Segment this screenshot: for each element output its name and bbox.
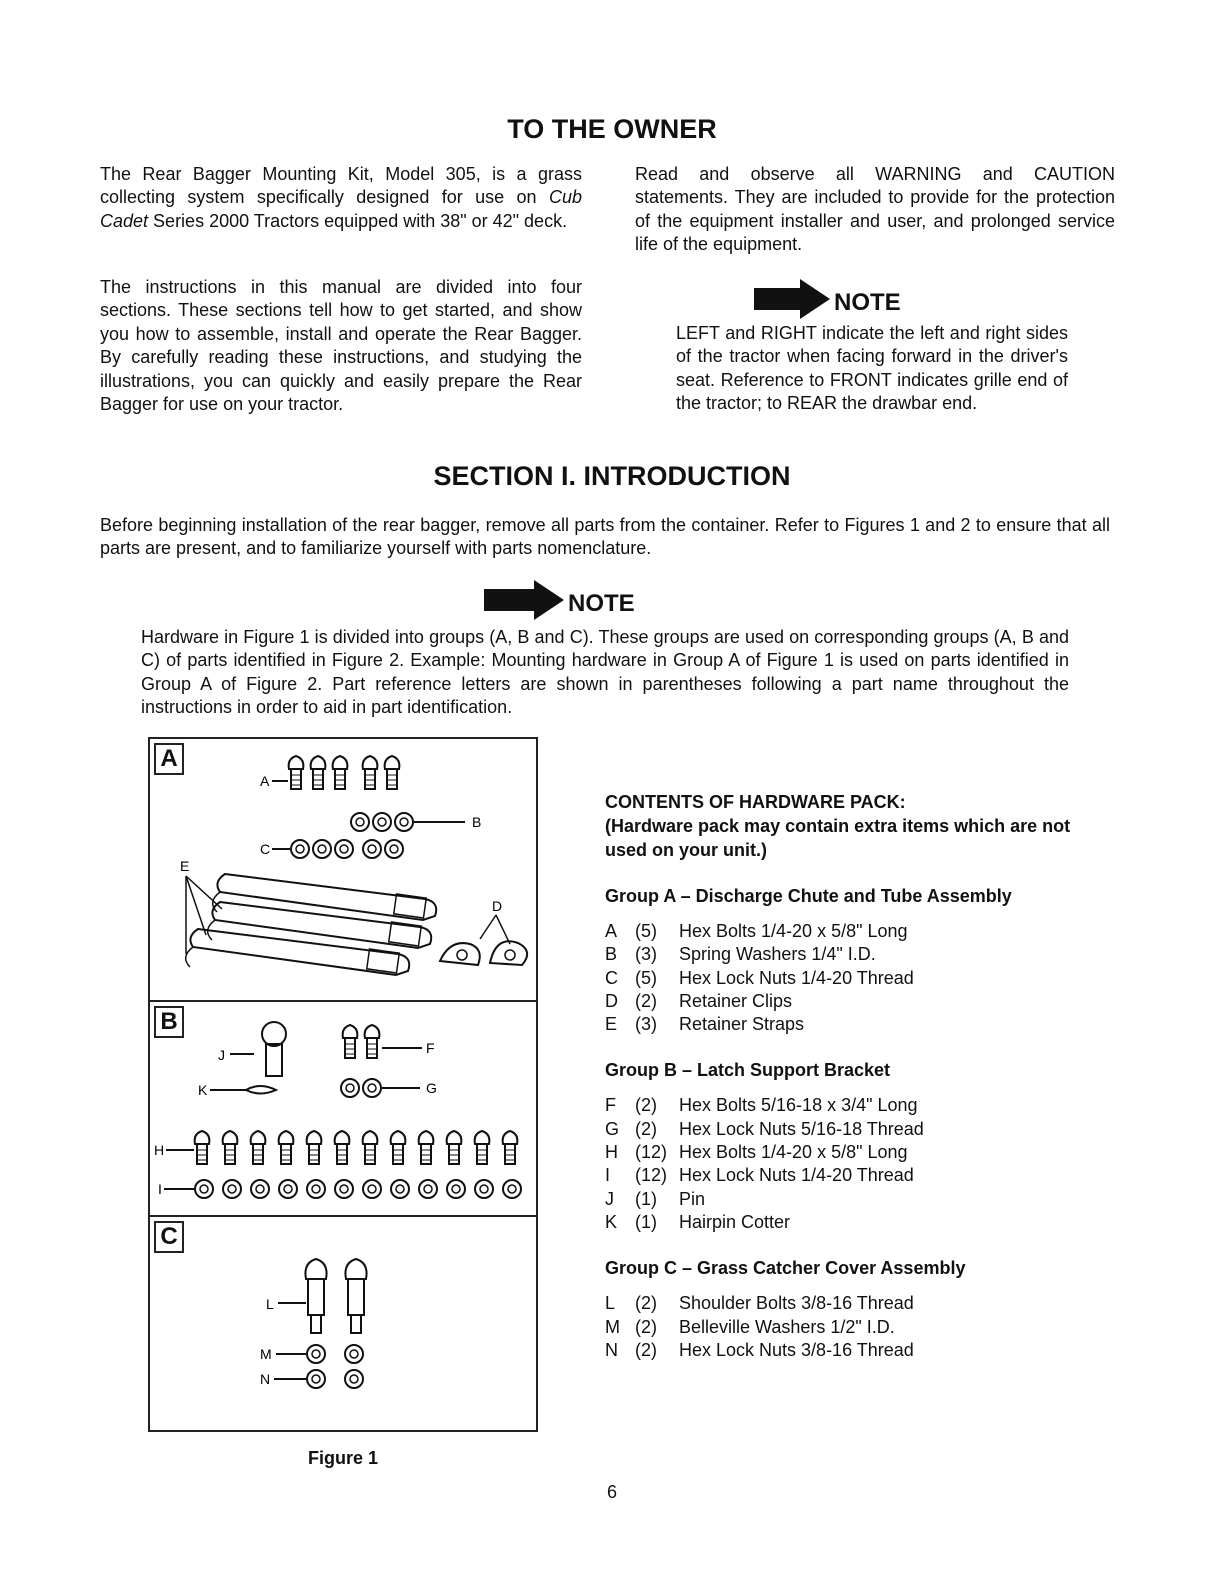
callout-i: I xyxy=(158,1181,162,1197)
part-row xyxy=(605,1164,1105,1187)
nut-icon xyxy=(291,840,309,858)
part-letter: N xyxy=(605,1339,618,1360)
part-row xyxy=(605,1316,1105,1339)
figure-1 xyxy=(148,737,538,1432)
belleville-washer-icon xyxy=(345,1345,363,1363)
hairpin-cotter-icon xyxy=(246,1086,276,1094)
part-row xyxy=(605,1188,1105,1211)
bolt-icon xyxy=(335,1131,350,1164)
callout-j: J xyxy=(218,1047,225,1063)
part-letter: A xyxy=(605,921,618,941)
section-title: SECTION I. INTRODUCTION xyxy=(433,461,791,491)
shoulder-bolt-icon xyxy=(351,1315,361,1333)
bolt-icon xyxy=(279,1131,294,1164)
group-c-panel xyxy=(150,1215,536,1430)
callout-l: L xyxy=(266,1296,274,1312)
part-description: Hex Bolts 1/4-20 x 5/8" Long xyxy=(679,1142,908,1163)
part-letter: F xyxy=(605,1095,616,1116)
bolt-icon xyxy=(251,1131,266,1164)
retainer-strap-icon xyxy=(208,902,432,948)
bolt-icon xyxy=(343,1025,358,1058)
nut-icon xyxy=(279,1180,297,1198)
nut-icon xyxy=(385,840,403,858)
washer-icon xyxy=(373,813,391,831)
bolt-icon xyxy=(385,756,400,789)
bolt-icon xyxy=(391,1131,406,1164)
shoulder-bolt-icon xyxy=(305,1259,326,1279)
shoulder-bolt-icon xyxy=(345,1259,366,1279)
nut-icon xyxy=(335,840,353,858)
bolt-icon xyxy=(365,1025,380,1058)
shoulder-bolt-icon xyxy=(308,1279,324,1315)
part-quantity: (2) xyxy=(635,1316,657,1337)
group-title: Group C – Grass Catcher Cover Assembly xyxy=(605,1258,966,1279)
callout-n: N xyxy=(260,1371,271,1387)
part-description: Hex Bolts 5/16-18 x 3/4" Long xyxy=(679,1095,918,1116)
part-quantity: (3) xyxy=(635,944,657,965)
owner-para1-post: Series 2000 Tractors equipped with 38" or 42" deck. xyxy=(148,210,568,231)
bolt-icon xyxy=(419,1131,434,1164)
callout-c: C xyxy=(260,841,271,857)
part-quantity: (1) xyxy=(635,1188,657,1209)
part-description: Hex Lock Nuts 3/8-16 Thread xyxy=(679,1339,914,1360)
part-letter: I xyxy=(605,1165,611,1186)
part-quantity: (2) xyxy=(635,1095,657,1116)
group-b-illustration xyxy=(150,1002,536,1215)
part-description: Pin xyxy=(679,1188,706,1209)
part-description: Hex Lock Nuts 1/4-20 Thread xyxy=(679,1165,914,1186)
part-description: Shoulder Bolts 3/8-16 Thread xyxy=(679,1293,914,1314)
leader-line xyxy=(496,915,510,944)
parts-groups xyxy=(605,884,1105,1362)
nut-icon xyxy=(341,1079,359,1097)
clip-hole-icon xyxy=(457,950,467,960)
bolt-icon xyxy=(289,756,304,789)
part-quantity: (1) xyxy=(635,1211,657,1232)
group-label-a: A xyxy=(154,743,184,775)
part-row xyxy=(605,1292,1105,1315)
part-row xyxy=(605,1141,1105,1164)
callout-k: K xyxy=(198,1082,208,1098)
contents-heading: CONTENTS OF HARDWARE PACK: xyxy=(605,792,906,812)
bolt-icon xyxy=(333,756,348,789)
callout-b: B xyxy=(472,814,482,830)
part-description: Belleville Washers 1/2" I.D. xyxy=(679,1316,895,1337)
nut-icon xyxy=(475,1180,493,1198)
nut-icon xyxy=(419,1180,437,1198)
group-b-panel xyxy=(150,1000,536,1215)
callout-d: D xyxy=(492,898,503,914)
intro-note-text: Hardware in Figure 1 is divided into groups (A, B and C). These groups are used on corresponding groups (A, B and C) of parts identified in Figure 2. Example: Mounting hardware in Group A of Figure 1 is used on parts identified in Group A of Figure 2. Part reference letters are shown in parentheses following a part name throughout the instructions in order to aid in part identification. xyxy=(141,627,1069,718)
pin-icon xyxy=(262,1022,286,1046)
part-row xyxy=(605,943,1105,966)
part-quantity: (2) xyxy=(635,1339,657,1360)
part-description: Hex Bolts 1/4-20 x 5/8" Long xyxy=(679,921,908,941)
hardware-contents xyxy=(605,790,1105,1362)
clip-hole-icon xyxy=(505,950,515,960)
intro-note-heading xyxy=(484,580,635,627)
part-letter: E xyxy=(605,1014,618,1035)
part-letter: D xyxy=(605,990,618,1011)
belleville-washer-icon xyxy=(307,1345,325,1363)
nut-icon xyxy=(391,1180,409,1198)
nut-icon xyxy=(307,1180,325,1198)
shoulder-bolt-icon xyxy=(348,1279,364,1315)
figure-caption: Figure 1 xyxy=(307,1448,378,1468)
part-row xyxy=(605,920,1105,943)
group-label-c: C xyxy=(154,1221,184,1253)
callout-f: F xyxy=(426,1040,435,1056)
callout-h: H xyxy=(154,1142,165,1158)
part-description: Hex Lock Nuts 5/16-18 Thread xyxy=(679,1118,924,1139)
shoulder-bolt-icon xyxy=(311,1315,321,1333)
bolt-row xyxy=(195,1131,518,1164)
intro-note-label: NOTE xyxy=(568,589,635,617)
part-description: Retainer Clips xyxy=(679,990,793,1011)
part-quantity: (5) xyxy=(635,967,657,988)
part-row xyxy=(605,967,1105,990)
part-quantity: (2) xyxy=(635,1118,657,1139)
callout-g: G xyxy=(426,1080,437,1096)
nut-icon xyxy=(313,840,331,858)
group-title: Group A – Discharge Chute and Tube Assembly xyxy=(605,886,1012,906)
part-description: Hairpin Cotter xyxy=(679,1211,791,1232)
owner-para1-brand: Cub Cadet xyxy=(100,187,582,231)
part-description: Spring Washers 1/4" I.D. xyxy=(679,944,876,965)
bolt-icon xyxy=(475,1131,490,1164)
part-letter: J xyxy=(605,1188,614,1209)
bolt-icon xyxy=(447,1131,462,1164)
nut-icon xyxy=(195,1180,213,1198)
bolt-icon xyxy=(307,1131,322,1164)
part-letter: C xyxy=(605,967,618,988)
contents-subheading: (Hardware pack may contain extra items which are not used on your unit.) xyxy=(605,816,1071,860)
bolt-icon xyxy=(195,1131,210,1164)
owner-note-label: NOTE xyxy=(834,288,901,316)
owner-paragraph-1 xyxy=(100,163,582,233)
part-quantity: (2) xyxy=(635,990,657,1011)
owner-para1-pre: The Rear Bagger Mounting Kit, Model 305, is a grass collecting system specifically designed for use on xyxy=(100,164,582,208)
callout-a: A xyxy=(260,773,270,789)
part-quantity: (2) xyxy=(635,1293,657,1314)
nut-icon xyxy=(345,1370,363,1388)
owner-title: TO THE OWNER xyxy=(507,114,717,144)
callout-e: E xyxy=(180,858,190,874)
part-row xyxy=(605,1013,1105,1036)
nut-icon xyxy=(223,1180,241,1198)
washer-icon xyxy=(395,813,413,831)
nut-icon xyxy=(503,1180,521,1198)
part-letter: G xyxy=(605,1118,620,1139)
owner-note-heading xyxy=(754,279,901,326)
bolt-icon xyxy=(503,1131,518,1164)
part-quantity: (5) xyxy=(635,921,657,941)
nut-icon xyxy=(307,1370,325,1388)
nut-icon xyxy=(363,1079,381,1097)
part-quantity: (12) xyxy=(635,1165,668,1186)
retainer-strap-icon xyxy=(213,874,437,920)
washer-icon xyxy=(351,813,369,831)
leader-line xyxy=(480,915,496,939)
part-quantity: (3) xyxy=(635,1014,657,1035)
part-quantity: (12) xyxy=(635,1142,668,1163)
part-row xyxy=(605,990,1105,1013)
nut-row xyxy=(195,1180,521,1198)
bolt-icon xyxy=(363,1131,378,1164)
owner-paragraph-3: Read and observe all WARNING and CAUTION statements. They are included to provide for the protection of the equipment installer and user, and prolonged service life of the equipment. xyxy=(635,164,1115,255)
retainer-strap-icon xyxy=(186,929,410,975)
nut-icon xyxy=(251,1180,269,1198)
group-label-b: B xyxy=(154,1006,184,1038)
part-row xyxy=(605,1118,1105,1141)
nut-icon xyxy=(335,1180,353,1198)
part-description: Hex Lock Nuts 1/4-20 Thread xyxy=(679,967,914,988)
part-letter: K xyxy=(605,1211,618,1232)
nut-icon xyxy=(363,840,381,858)
retainer-clip-icon xyxy=(490,941,527,965)
part-row xyxy=(605,1094,1105,1117)
bolt-icon xyxy=(311,756,326,789)
part-row xyxy=(605,1211,1105,1234)
part-letter: H xyxy=(605,1142,618,1163)
group-c-illustration xyxy=(150,1217,536,1430)
group-a-illustration xyxy=(150,739,536,1000)
part-description: Retainer Straps xyxy=(679,1014,805,1035)
nut-icon xyxy=(447,1180,465,1198)
arrow-right-icon xyxy=(754,279,830,326)
owner-paragraph-2: The instructions in this manual are divided into four sections. These sections tell how to get started, and show you how to assemble, install and operate the Rear Bagger. By carefully reading these instructions, and studying the illustrations, you can quickly and easily prepare the Rear Bagger for use on your tractor. xyxy=(100,277,582,415)
group-title: Group B – Latch Support Bracket xyxy=(605,1060,891,1081)
part-letter: B xyxy=(605,944,618,965)
page-number: 6 xyxy=(606,1482,617,1502)
part-row xyxy=(605,1339,1105,1362)
bolt-icon xyxy=(223,1131,238,1164)
owner-note-text: LEFT and RIGHT indicate the left and right sides of the tractor when facing forward in the driver's seat. Reference to FRONT indicates grille end of the tractor; to REAR the drawbar end. xyxy=(676,323,1068,414)
intro-paragraph: Before beginning installation of the rear bagger, remove all parts from the container. Refer to Figures 1 and 2 to ensure that all parts are present, and to familiarize yourself with parts nomenclature. xyxy=(100,515,1110,559)
nut-icon xyxy=(363,1180,381,1198)
part-letter: M xyxy=(605,1316,620,1337)
part-letter: L xyxy=(605,1293,616,1314)
callout-m: M xyxy=(260,1346,272,1362)
arrow-right-icon xyxy=(484,580,564,627)
retainer-clip-icon xyxy=(440,943,480,965)
pin-icon xyxy=(266,1044,282,1076)
bolt-icon xyxy=(363,756,378,789)
